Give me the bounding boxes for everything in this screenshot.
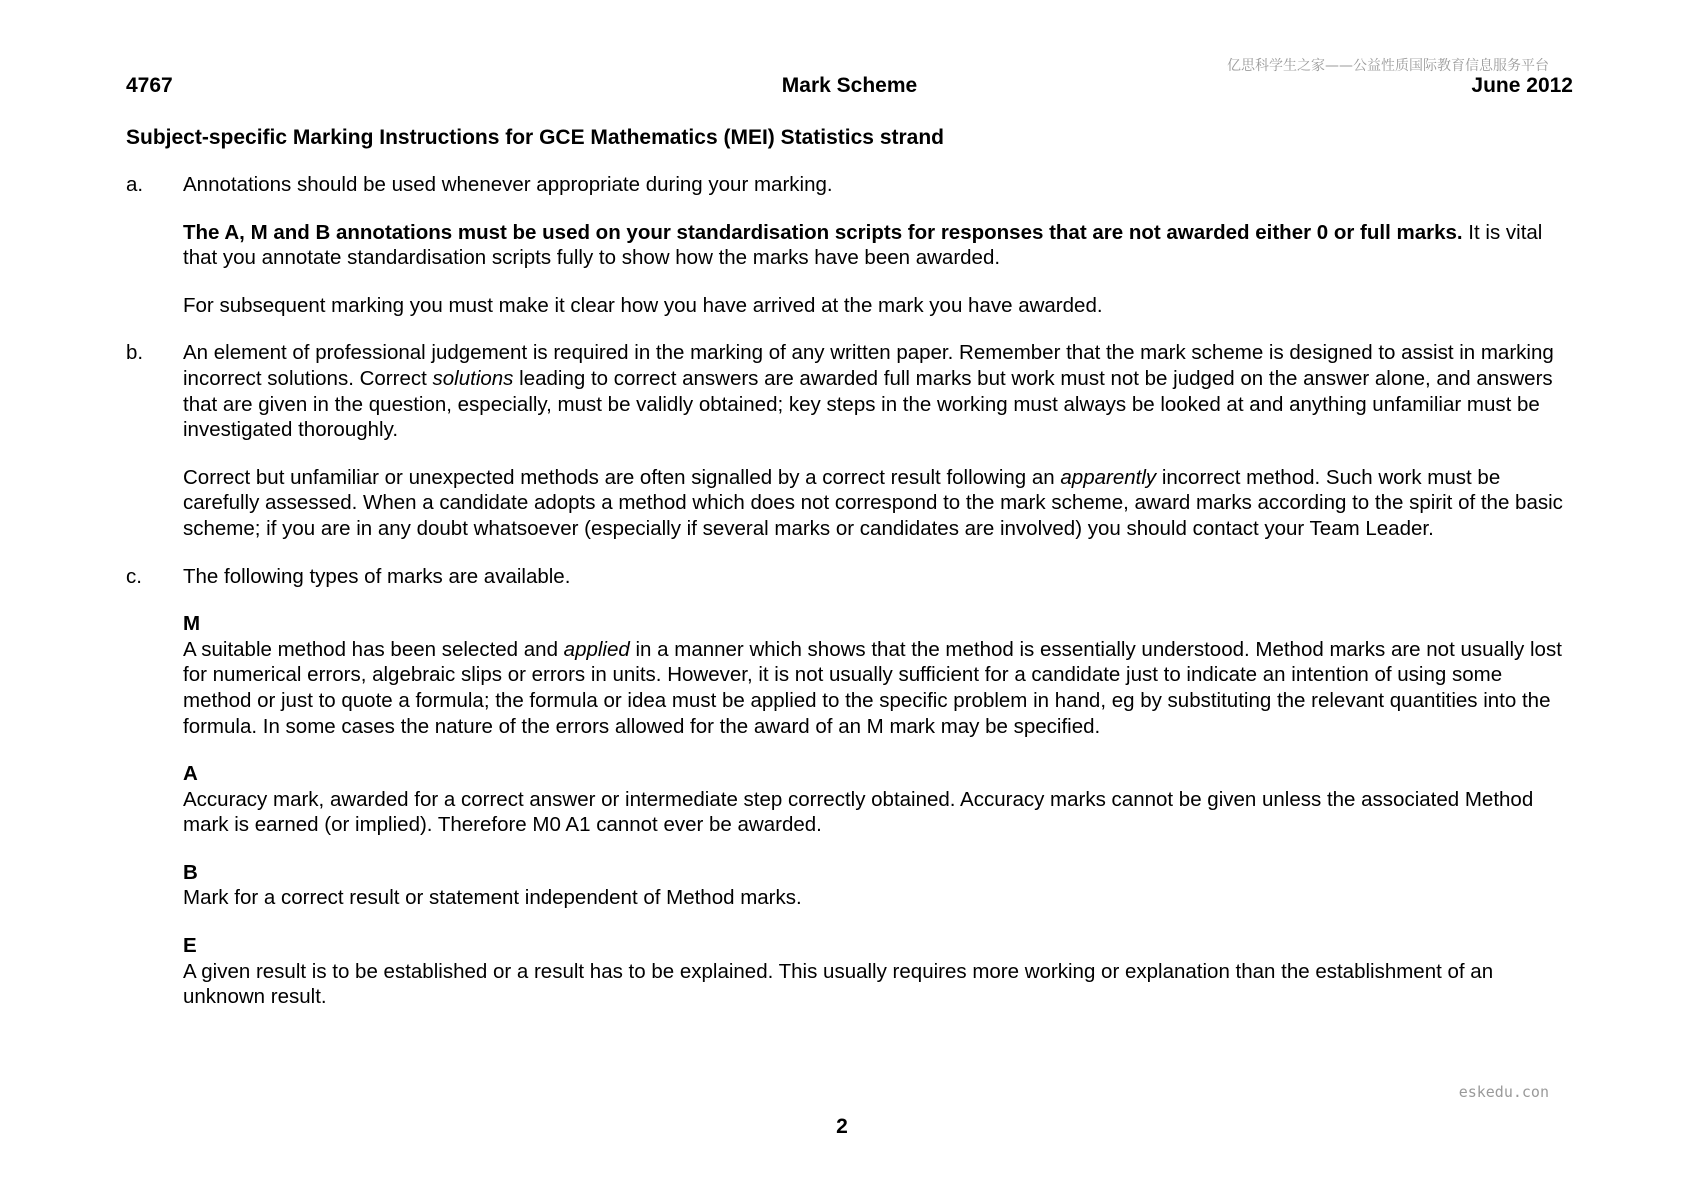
watermark-bottom: eskedu.con [1458, 1083, 1549, 1101]
bold-text: The A, M and B annotations must be used on your standardisation scripts for responses that are not awarded either 0 or full marks. [183, 220, 1463, 244]
paragraph: For subsequent marking you must make it clear how you have arrived at the mark you have awarded. [183, 293, 1103, 317]
instruction-item-c [126, 564, 1573, 1010]
page-number: 2 [836, 1115, 848, 1138]
item-letter: a. [126, 173, 144, 196]
paragraph [183, 340, 1573, 442]
mark-type-b [183, 860, 1573, 911]
page-header [126, 74, 1573, 102]
instructions-body [126, 172, 1573, 1032]
mark-letter: B [183, 860, 198, 884]
item-letter: c. [126, 564, 142, 588]
italic-text: solutions [432, 366, 514, 390]
paragraph [183, 220, 1573, 271]
paragraph: The following types of marks are available. [183, 564, 571, 588]
paragraph: Annotations should be used whenever appropriate during your marking. [183, 173, 833, 196]
text: It is vital that you annotate standardisation scripts fully to show how the marks have been awarded. [183, 220, 1543, 270]
mark-type-m [183, 611, 1573, 739]
item-content [183, 564, 1573, 1010]
instruction-item-a [126, 172, 1573, 318]
item-letter: b. [126, 341, 144, 365]
paragraph [183, 465, 1573, 542]
mark-letter: M [183, 612, 201, 636]
item-content [183, 340, 1573, 541]
mark-description: Mark for a correct result or statement independent of Method marks. [183, 886, 802, 910]
header-date: June 2012 [1471, 74, 1573, 97]
text: An element of professional judgement is required in the marking of any written paper. Remember that the mark scheme is designed to assist in marking incorrect solutions. Correct [183, 341, 1554, 390]
text: in a manner which shows that the method is essentially understood. Method marks are not usually lost for numerical errors, algebraic slips or errors in units. However, it is not usually sufficient for a candidate just to indicate an intention of using some method or just to quote a formula; the formula or idea must be applied to the specific problem in hand, eg by substituting the relevant quantities into the formula. In some cases the nature of the errors allowed for the award of an M mark may be specified. [183, 637, 1562, 738]
text: Correct but unfamiliar or unexpected methods are often signalled by a correct result following an [183, 465, 1061, 489]
header-title: Mark Scheme [781, 74, 918, 97]
watermark-top: 亿思科学生之家——公益性质国际教育信息服务平台 [1227, 58, 1549, 74]
text: incorrect method. Such work must be carefully assessed. When a candidate adopts a method which does not correspond to the mark scheme, award marks according to the spirit of the basic scheme; if you are in any doubt whatsoever (especially if several marks or candidates are involved) you should contact your Team Leader. [183, 465, 1563, 540]
text: A suitable method has been selected and [183, 637, 564, 661]
paper-code: 4767 [126, 74, 173, 97]
mark-description: A given result is to be established or a result has to be explained. This usually requires more working or explanation than the establishment of an unknown result. [183, 959, 1494, 1009]
document-title: Subject-specific Marking Instructions for GCE Mathematics (MEI) Statistics strand [126, 126, 944, 149]
mark-letter: E [183, 934, 197, 958]
item-content [183, 172, 1573, 318]
mark-type-e [183, 933, 1573, 1010]
mark-description: Accuracy mark, awarded for a correct answer or intermediate step correctly obtained. Accuracy marks cannot be given unless the associated Method mark is earned (or implied). Therefore M0 A1 cannot ever be awarded. [183, 787, 1534, 837]
italic-text: apparently [1060, 465, 1157, 489]
text: leading to correct answers are awarded full marks but work must not be judged on the answer alone, and answers that are given in the question, especially, must be validly obtained; key steps in the working must always be looked at and anything unfamiliar must be investigated thoroughly. [183, 366, 1553, 442]
italic-text: applied [563, 637, 630, 661]
mark-description [183, 637, 1573, 739]
instruction-item-b [126, 340, 1573, 541]
mark-letter: A [183, 762, 198, 786]
mark-type-a [183, 761, 1573, 838]
